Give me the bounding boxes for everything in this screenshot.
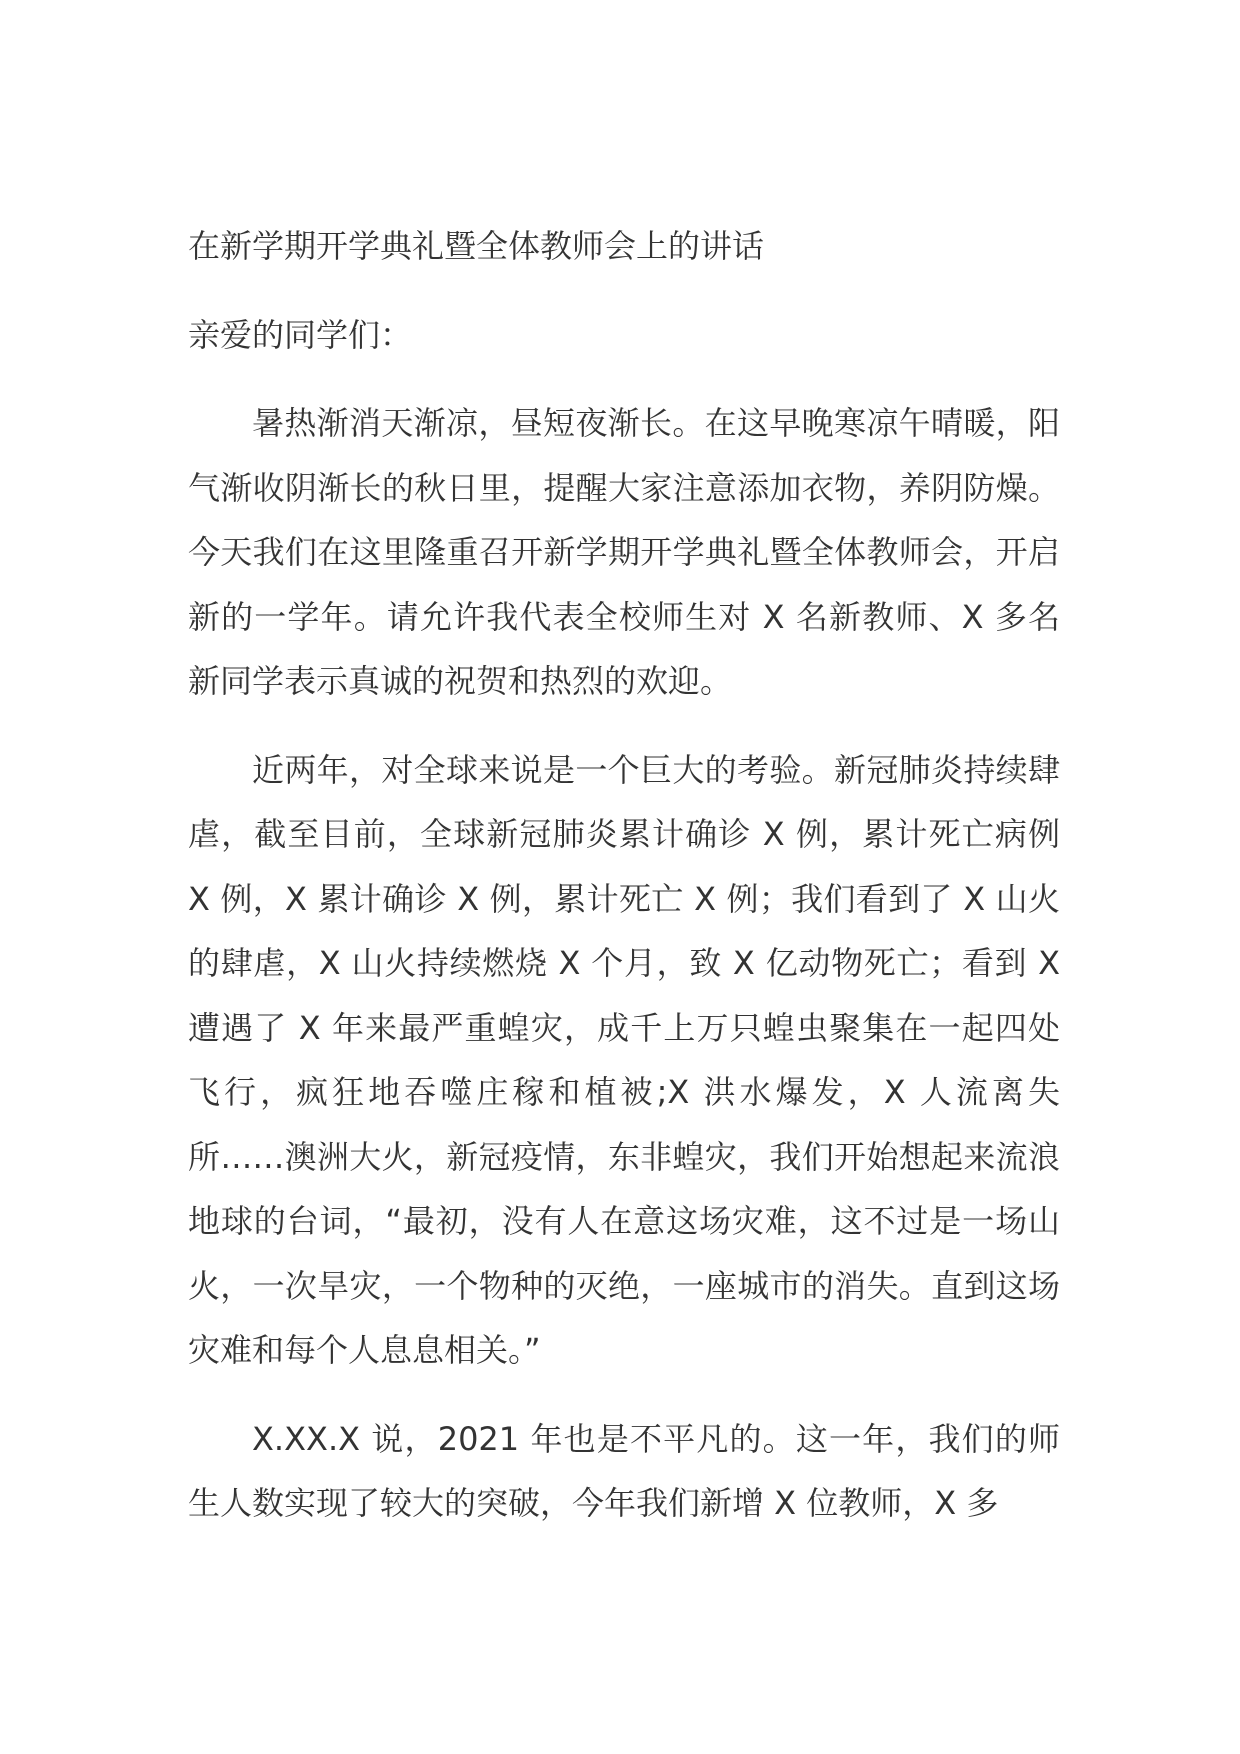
document-body [188,214,1060,1560]
paragraph-3: X.XX.X 说，2021 年也是不平凡的。这一年，我们的师生人数实现了较大的突破，今年我们新增 X 位教师，X 多 [188,1419,1060,1522]
document-title: 在新学期开学典礼暨全体教师会上的讲话 [188,227,765,265]
salutation: 亲爱的同学们： [188,315,413,354]
paragraph-1: 暑热渐消天渐凉，昼短夜渐长。在这早晚寒凉午晴暖，阳气渐收阴渐长的秋日里，提醒大家注意添加衣物，养阴防燥。今天我们在这里隆重召开新学期开学典礼暨全体教师会，开启新的一学年。请允许我代表全校师生对 X 名新教师、X 多名新同学表示真诚的祝贺和热烈的欢迎。 [188,404,1060,700]
paragraph-2: 近两年，对全球来说是一个巨大的考验。新冠肺炎持续肆虐，截至目前，全球新冠肺炎累计确诊 X 例，累计死亡病例 X 例，X 累计确诊 X 例，累计死亡 X 例；我们看到了 X 山火的肆虐，X 山火持续燃烧 X 个月，致 X 亿动物死亡；看到 X 遭遇了 X 年来最严重蝗灾，成千上万只蝗虫聚集在一起四处飞行，疯狂地吞噬庄稼和植被;X 洪水爆发，X 人流离失所……澳洲大火，新冠疫情，东非蝗灾，我们开始想起来流浪地球的台词，“最初，没有人在意这场灾难，这不过是一场山火，一次旱灾，一个物种的灭绝，一座城市的消失。直到这场灾难和每个人息息相关。” [188,750,1060,1369]
